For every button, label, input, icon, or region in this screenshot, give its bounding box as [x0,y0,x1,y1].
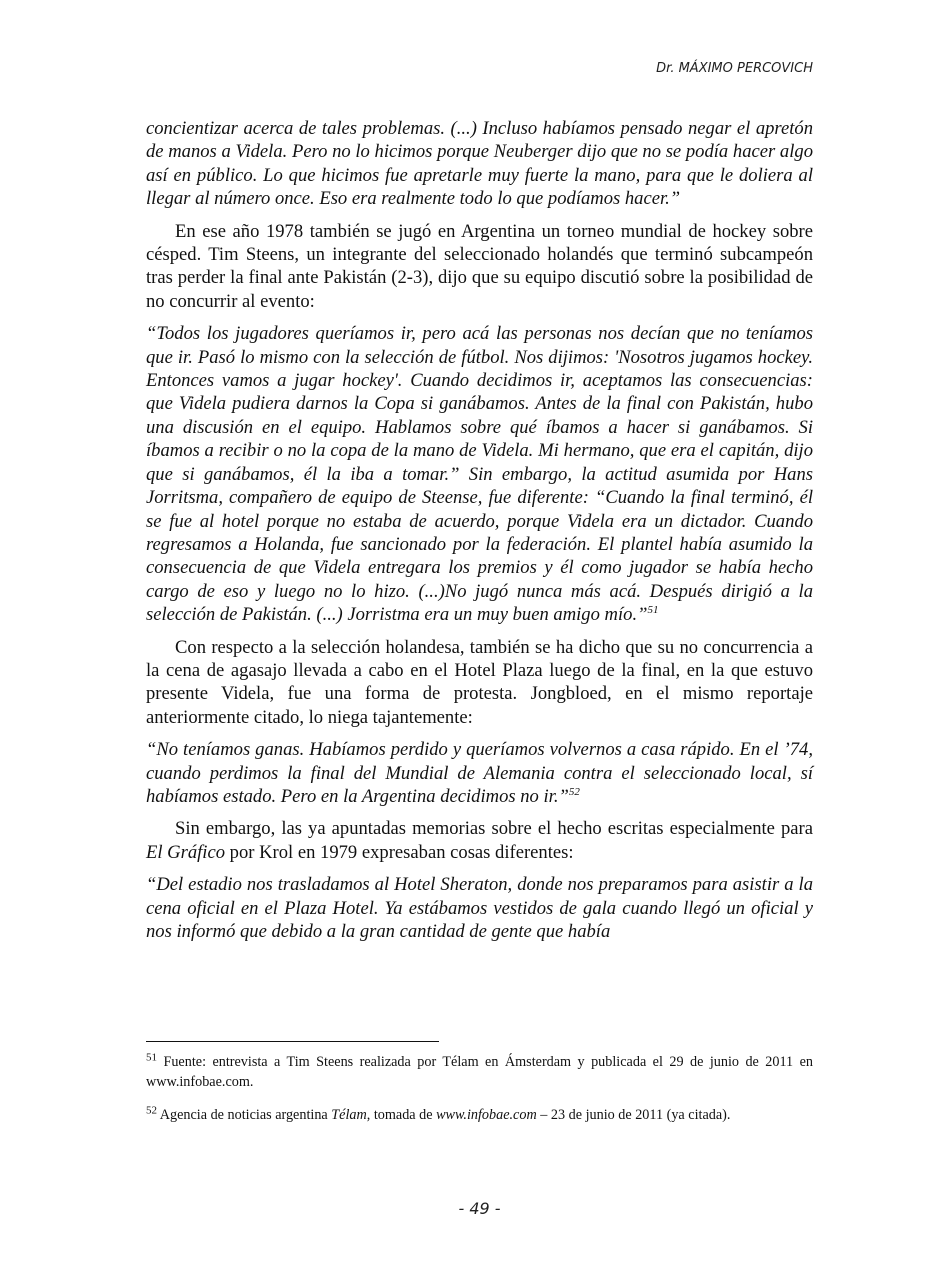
quote-text: “Todos los jugadores queríamos ir, pero acá las personas nos decían que no teníamos que ir. Pasó lo mismo con la selección de fútbol. Nos dijimos: 'Nosotros jugamos hockey. Entonces vamos a jugar hockey'. Cuando decidimos ir, aceptamos las consecuencias: que Videla pudiera darnos la Copa si ganábamos. Antes de la final con Pakistán, hubo una discusión en el equipo. Hablamos sobre qué íbamos a hacer si ganábamos. Si íbamos a recibir o no la copa de la mano de Videla. Mi hermano, que era el capitán, dijo que si ganábamos, él la iba a tomar.” Sin embargo, la actitud asumida por Hans Jorritsma, compañero de equipo de Steense, fue diferente: “Cuando la final terminó, él se fue al hotel porque no estaba de acuerdo, porque Videla era un dictador. Cuando regresamos a Holanda, fue sancionado por la federación. El plantel había asumido la consecuencia de que Videla entregara los premios y él como jugador se había hecho cargo de eso y luego no lo hizo. (...)No jugó nunca más acá. Después dirigió a la selección de Pakistán. (...) Jorristma era un muy buen amigo mío.” [146,323,813,626]
footnote-52 [146,1105,813,1125]
footnote-text: – 23 de junio de 2011 (ya citada). [536,1107,731,1123]
page-number: - 49 - [458,1199,501,1218]
body-paragraph-2: En ese año 1978 también se jugó en Argentina un torneo mundial de hockey sobre césped. Tim Steens, un integrante del seleccionado holandés que terminó subcampeón tras perder la final ante Pakistán (2-3), dijo que su equipo discutió sobre la posibilidad de no concurrir al evento: [146,220,813,312]
footnote-ref-51[interactable]: 51 [647,603,659,616]
text-segment: Sin embargo, las ya apuntadas memorias sobre el hecho escritas especialmente para [175,818,813,840]
agency-name: Télam [331,1107,367,1123]
quote-paragraph-3 [146,322,813,626]
quote-paragraph-5 [146,738,813,808]
main-text [146,117,813,943]
footnote-text: , tomada de [366,1107,437,1123]
quote-paragraph-7: “Del estadio nos trasladamos al Hotel Sheraton, donde nos preparamos para asistir a la cena oficial en el Plaza Hotel. Ya estábamos vestidos de gala cuando llegó un oficial y nos informó que debido a la gran cantidad de gente que había [146,874,813,942]
footnote-number: 51 [146,1051,157,1064]
footnote-ref-52[interactable]: 52 [568,785,580,798]
body-paragraph-4: Con respecto a la selección holandesa, también se ha dicho que su no concurrencia a la cena de agasajo llevada a cabo en el Hotel Plaza luego de la final, en la que estuvo presente Videla, fue una forma de protesta. Jongbloed, en el mismo reportaje anteriormente citado, lo niega tajantemente: [146,636,813,728]
footnote-text: Fuente: entrevista a Tim Steens realizada por Télam en Ámsterdam y publicada el 29 de junio de 2011 en www.infobae.com. [146,1054,813,1090]
quote-paragraph-1: concientizar acerca de tales problemas. (...) Incluso habíamos pensado negar el apretón de manos a Videla. Pero no lo hicimos porque Neuberger dijo que no se podía hacer algo así en público. Lo que hicimos fue apretarle muy fuerte la mano, para que le doliera al llegar al número once. Eso era realmente todo lo que podíamos hacer.” [146,118,813,210]
footnote-text: Agencia de noticias argentina [157,1107,332,1123]
document-page [146,0,813,1280]
quote-text: “No teníamos ganas. Habíamos perdido y queríamos volvernos a casa rápido. En el ’74, cuando perdimos la final del Mundial de Alemania contra el seleccionado local, sí habíamos estado. Pero en la Argentina decidimos no ir.” [146,739,813,807]
magazine-title: El Gráfico [146,841,226,863]
text-segment: por Krol en 1979 expresaban cosas diferentes: [225,841,574,863]
running-header-author: Dr. MÁXIMO PERCOVICH [656,61,813,76]
footnote-number: 52 [146,1104,157,1117]
footnote-51 [146,1052,813,1092]
footnotes [146,1052,813,1138]
footnote-separator [146,1041,439,1042]
body-paragraph-6 [146,817,813,864]
source-url: www.infobae.com [436,1107,537,1123]
